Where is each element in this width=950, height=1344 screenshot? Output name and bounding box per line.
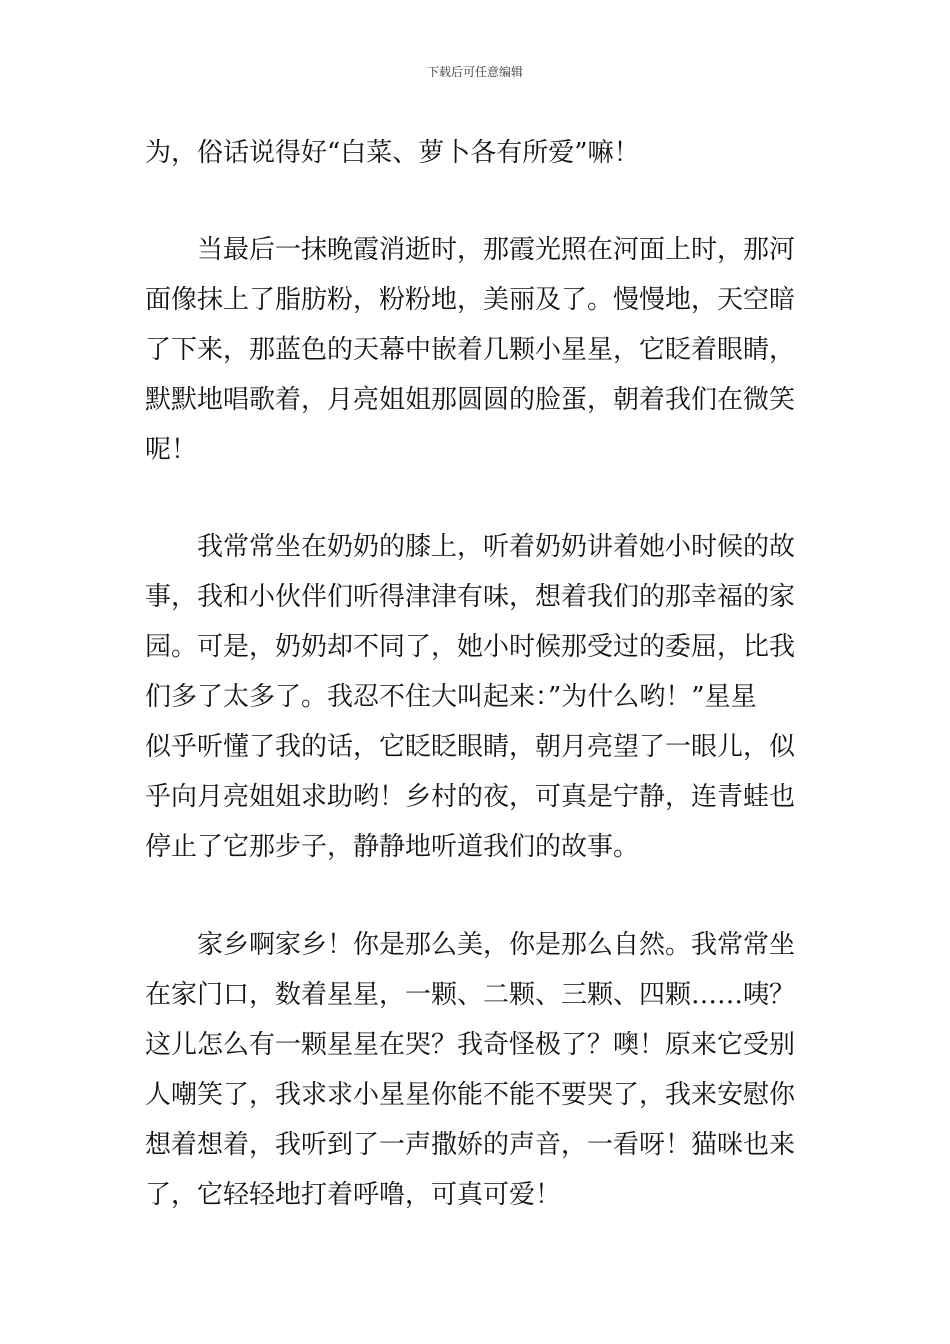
text-line: 这儿怎么有一颗星星在哭？我奇怪极了？噢！原来它受别: [145, 1030, 796, 1060]
text-line: 了下来，那蓝色的天幕中嵌着几颗小星星，它眨着眼睛，: [145, 335, 796, 365]
text-line: 们多了太多了。我忍不住大叫起来：”为什么哟！”星星: [145, 682, 757, 712]
text-line: 园。可是，奶奶却不同了，她小时候那受过的委屈，比我: [145, 632, 796, 662]
text-line: 乎向月亮姐姐求助哟！乡村的夜，可真是宁静，连青蛙也: [145, 782, 796, 812]
text-line: 呢！: [145, 435, 198, 465]
text-line: 了，它轻轻地打着呼噜，可真可爱！: [145, 1180, 562, 1210]
text-line: 我常常坐在奶奶的膝上，听着奶奶讲着她小时候的故: [145, 532, 796, 562]
text-line: 事，我和小伙伴们听得津津有味，想着我们的那幸福的家: [145, 582, 796, 612]
text-line: 面像抹上了脂肪粉，粉粉地，美丽及了。慢慢地，天空暗: [145, 285, 796, 315]
text-line: 似乎听懂了我的话，它眨眨眼睛，朝月亮望了一眼儿，似: [145, 732, 796, 762]
text-line: 停止了它那步子，静静地听道我们的故事。: [145, 832, 640, 862]
page-header: 下载后可任意编辑: [426, 65, 523, 79]
paragraph-2: [145, 225, 809, 475]
text-line: 想着想着，我听到了一声撒娇的声音，一看呀！猫咪也来: [145, 1130, 796, 1160]
text-line: 当最后一抹晚霞消逝时，那霞光照在河面上时，那河: [145, 235, 796, 265]
paragraph-1: [145, 128, 809, 178]
text-line: 人嘲笑了，我求求小星星你能不能不要哭了，我来安慰你: [145, 1080, 796, 1110]
text-line: 家乡啊家乡！你是那么美，你是那么自然。我常常坐: [145, 930, 796, 960]
paragraph-3: [145, 522, 809, 872]
text-line: 为，俗话说得好“白菜、萝卜各有所爱”嘛！: [145, 138, 640, 168]
text-line: 默默地唱歌着，月亮姐姐那圆圆的脸蛋，朝着我们在微笑: [145, 385, 796, 415]
text-line: 在家门口，数着星星，一颗、二颗、三颗、四颗……咦？: [145, 980, 796, 1010]
paragraph-4: [145, 920, 809, 1220]
